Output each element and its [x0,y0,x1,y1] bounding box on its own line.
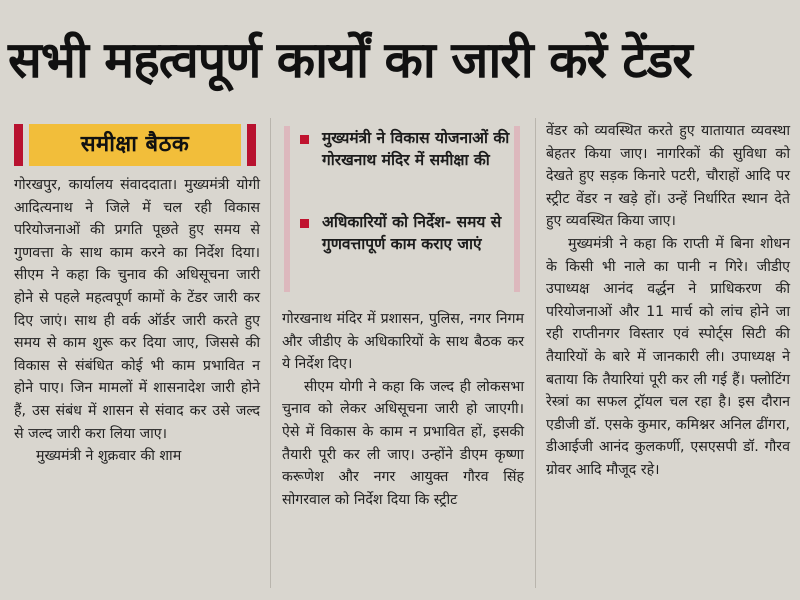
kicker-bar-left [14,124,23,166]
highlight-item [300,128,510,171]
paragraph: मुख्यमंत्री ने कहा कि राप्ती में बिना शोधन के किसी भी नाले का पानी न गिरे। जीडीए उपाध्यक्ष आनंद वर्द्धन ने प्राधिकरण की परियोजनाओं और 11 मार्च को लांच होने जा रही राप्तीनगर विस्तार एवं स्पोर्ट्स सिटी की तैयारियों के बारे में जानकारी ली। उपाध्यक्ष ने बताया कि तैयारियां पूरी कर ली गई हैं। फ्लोटिंग रेस्त्रां का सफल ट्रॉयल चल रहा है। इस दौरान एडीजी डॉ. एसके कुमार, कमिश्नर अनिल ढींगरा, डीआईजी आनंद कुलकर्णी, एसएसपी डॉ. गौरव ग्रोवर आदि मौजूद रहे। [546,235,790,478]
highlight-rule-right [514,126,520,292]
highlight-item [300,212,510,255]
highlight-rule-left [284,126,290,292]
bullet-square-icon [300,219,309,228]
kicker-label: समीक्षा बैठक [29,124,241,166]
highlights-box [284,124,522,296]
article-column-1 [14,174,260,468]
paragraph: गोरखनाथ मंदिर में प्रशासन, पुलिस, नगर निगम और जीडीए के अधिकारियों के साथ बैठक कर ये निर्देश दिए। [282,311,524,373]
paragraph: मुख्यमंत्री ने शुक्रवार की शाम [36,448,182,465]
highlight-text: मुख्यमंत्री ने विकास योजनाओं की गोरखनाथ मंदिर में समीक्षा की [322,129,510,169]
paragraph: सीएम योगी ने कहा कि जल्द ही लोकसभा चुनाव को लेकर अधिसूचना जारी हो जाएगी। ऐसे में विकास के काम न प्रभावित हों, इसकी तैयारी पूरी कर ली जाए। उन्होंने डीएम कृष्णा करूणेश और नगर आयुक्त गौरव सिंह सोगरवाल को निर्देश दिया कि स्ट्रीट [282,378,524,508]
paragraph: वेंडर को व्यवस्थित करते हुए यातायात व्यवस्था बेहतर किया जाए। नागरिकों की सुविधा को देखते हुए सड़क किनारे पटरी, चौराहों आदि पर स्ट्रीट वेंडर न खड़े हों। उन्हें निर्धारित स्थान देते हुए व्यवस्थित किया जाए। [546,123,790,230]
section-kicker [14,124,256,166]
headline: सभी महत्वपूर्ण कार्यों का जारी करें टेंडर [8,31,692,89]
paragraph: गोरखपुर, कार्यालय संवाददाता। मुख्यमंत्री योगी आदित्यनाथ ने जिले में चल रही विकास परियोजनाओं की प्रगति पूछते हुए समय से गुणवत्ता के साथ काम करने का निर्देश दिया। सीएम ने कहा कि चुनाव की अधिसूचना जारी होने से पहले महत्वपूर्ण कामों के टेंडर जारी कर दिए जाएं। साथ ही वर्क ऑर्डर जारी करते हुए समय से काम शुरू कर दिया जाए, जिससे की विकास से संबंधित कोई भी काम प्रभावित न होने पाए। जिन मामलों में शासनादेश जारी होने हैं, उस संबंध में शासन से संवाद कर उसे जल्द से जल्द जारी करा लिया जाए। [14,177,260,442]
highlight-text: अधिकारियों को निर्देश- समय से गुणवत्तापूर्ण काम कराए जाएं [322,213,502,253]
column-divider [535,118,536,588]
column-divider [270,118,271,588]
bullet-square-icon [300,135,309,144]
article-column-2 [282,308,524,511]
article-column-3 [546,120,790,482]
kicker-bar-right [247,124,256,166]
